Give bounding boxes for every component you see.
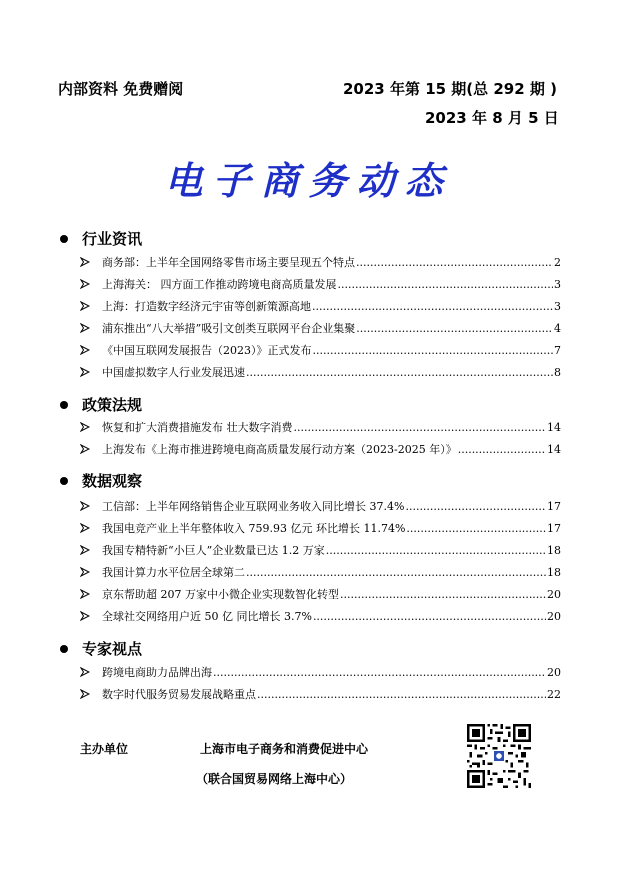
- toc-item-page: 3: [554, 299, 561, 313]
- toc-item-title: 数字时代服务贸易发展战略重点: [102, 688, 256, 701]
- toc-item[interactable]: [80, 564, 561, 580]
- toc-item-title: 浦东推出“八大举措”吸引文创类互联网平台企业集聚: [102, 322, 356, 335]
- toc-item-title: 我国专精特新“小巨人”企业数量已达 1.2 万家: [102, 544, 325, 557]
- toc-item[interactable]: [80, 254, 561, 270]
- toc-item[interactable]: [80, 298, 561, 314]
- toc-item[interactable]: [80, 664, 561, 680]
- toc-item-title: 《中国互联网发展报告（2023）》正式发布: [102, 344, 312, 357]
- leader-dots: [326, 544, 546, 557]
- leader-dots: [313, 610, 546, 623]
- toc-item-title: 恢复和扩大消费措施发布 壮大数字消费: [102, 421, 293, 434]
- leader-dots: [405, 500, 546, 513]
- toc-item-page: 17: [547, 499, 561, 513]
- leader-dots: [313, 344, 554, 357]
- toc-item-page: 14: [547, 442, 561, 456]
- section-heading-data: [58, 470, 142, 491]
- toc-item-page: 20: [547, 587, 561, 601]
- page-title: 电子商务动态: [164, 158, 453, 203]
- section-title: 行业资讯: [82, 230, 143, 248]
- toc-item-title: 商务部：上半年全国网络零售市场主要呈现五个特点: [102, 256, 355, 269]
- arrow-bullet-icon: [80, 689, 90, 699]
- bullet-icon: [60, 645, 68, 653]
- arrow-bullet-icon: [80, 523, 90, 533]
- arrow-bullet-icon: [80, 323, 90, 333]
- sponsor-label: 主办单位: [80, 742, 129, 756]
- toc-item[interactable]: [80, 276, 561, 292]
- arrow-bullet-icon: [80, 367, 90, 377]
- toc-item-title: 京东帮助超 207 万家中小微企业实现数智化转型: [102, 588, 339, 601]
- arrow-bullet-icon: [80, 422, 90, 432]
- toc-item-page: 2: [554, 255, 561, 269]
- toc-item[interactable]: [80, 686, 561, 702]
- toc-item[interactable]: [80, 586, 561, 602]
- leader-dots: [458, 443, 546, 456]
- arrow-bullet-icon: [80, 501, 90, 511]
- arrow-bullet-icon: [80, 667, 90, 677]
- leader-dots: [338, 278, 554, 291]
- header-left: 内部资料 免费赠阅: [58, 80, 184, 98]
- header-date: 2023 年 8 月 5 日: [425, 109, 559, 127]
- leader-dots: [340, 588, 546, 601]
- toc-item[interactable]: [80, 364, 561, 380]
- toc-item-page: 17: [547, 521, 561, 535]
- leader-dots: [406, 522, 546, 535]
- leader-dots: [257, 688, 546, 701]
- arrow-bullet-icon: [80, 257, 90, 267]
- leader-dots: [213, 666, 546, 679]
- toc-item-title: 上海海关： 四方面工作推动跨境电商高质量发展: [102, 278, 337, 291]
- toc-item-page: 20: [547, 609, 561, 623]
- section-title: 专家视点: [82, 640, 143, 658]
- toc-item[interactable]: [80, 342, 561, 358]
- toc-item-page: 7: [554, 343, 561, 357]
- toc-item-page: 18: [547, 565, 561, 579]
- section-heading-industry: [58, 228, 142, 249]
- toc-item-title: 上海发布《上海市推进跨境电商高质量发展行动方案（2023-2025 年）》: [102, 443, 457, 456]
- arrow-bullet-icon: [80, 611, 90, 621]
- toc-item-title: 我国电竞产业上半年整体收入 759.93 亿元 环比增长 11.74%: [102, 522, 406, 535]
- leader-dots: [312, 300, 553, 313]
- sponsor-name: 上海市电子商务和消费促进中心: [200, 742, 369, 756]
- header-issue: 2023 年第 15 期(总 292 期 ): [343, 80, 557, 98]
- arrow-bullet-icon: [80, 444, 90, 454]
- section-heading-policy: [58, 394, 142, 415]
- arrow-bullet-icon: [80, 279, 90, 289]
- toc-item[interactable]: [80, 441, 561, 457]
- arrow-bullet-icon: [80, 545, 90, 555]
- section-title: 数据观察: [82, 472, 143, 490]
- arrow-bullet-icon: [80, 301, 90, 311]
- toc-item[interactable]: [80, 498, 561, 514]
- sponsor-sub: （联合国贸易网络上海中心）: [196, 772, 353, 786]
- toc-item[interactable]: [80, 542, 561, 558]
- section-title: 政策法规: [82, 396, 143, 414]
- section-heading-expert: [58, 638, 142, 659]
- bullet-icon: [60, 235, 68, 243]
- toc-item-title: 我国计算力水平位居全球第二: [102, 566, 245, 579]
- toc-item[interactable]: [80, 419, 561, 435]
- leader-dots: [246, 366, 553, 379]
- toc-item[interactable]: [80, 520, 561, 536]
- arrow-bullet-icon: [80, 567, 90, 577]
- toc-item-page: 8: [554, 365, 561, 379]
- leader-dots: [246, 566, 546, 579]
- toc-item-page: 20: [547, 665, 561, 679]
- toc-item-page: 22: [547, 687, 561, 701]
- arrow-bullet-icon: [80, 345, 90, 355]
- qr-code-icon: [467, 724, 531, 788]
- leader-dots: [356, 256, 553, 269]
- toc-item-title: 跨境电商助力品牌出海: [102, 666, 212, 679]
- toc-item[interactable]: [80, 608, 561, 624]
- toc-item-page: 18: [547, 543, 561, 557]
- leader-dots: [294, 421, 547, 434]
- leader-dots: [356, 322, 553, 335]
- toc-item-page: 14: [547, 420, 561, 434]
- bullet-icon: [60, 477, 68, 485]
- arrow-bullet-icon: [80, 589, 90, 599]
- toc-item-title: 工信部：上半年网络销售企业互联网业务收入同比增长 37.4%: [102, 500, 405, 513]
- toc-item-title: 全球社交网络用户近 50 亿 同比增长 3.7%: [102, 610, 312, 623]
- toc-item-page: 3: [554, 277, 561, 291]
- toc-item-page: 4: [554, 321, 561, 335]
- toc-item-title: 上海：打造数字经济元宇宙等创新策源高地: [102, 300, 311, 313]
- toc-item-title: 中国虚拟数字人行业发展迅速: [102, 366, 245, 379]
- toc-item[interactable]: [80, 320, 561, 336]
- bullet-icon: [60, 401, 68, 409]
